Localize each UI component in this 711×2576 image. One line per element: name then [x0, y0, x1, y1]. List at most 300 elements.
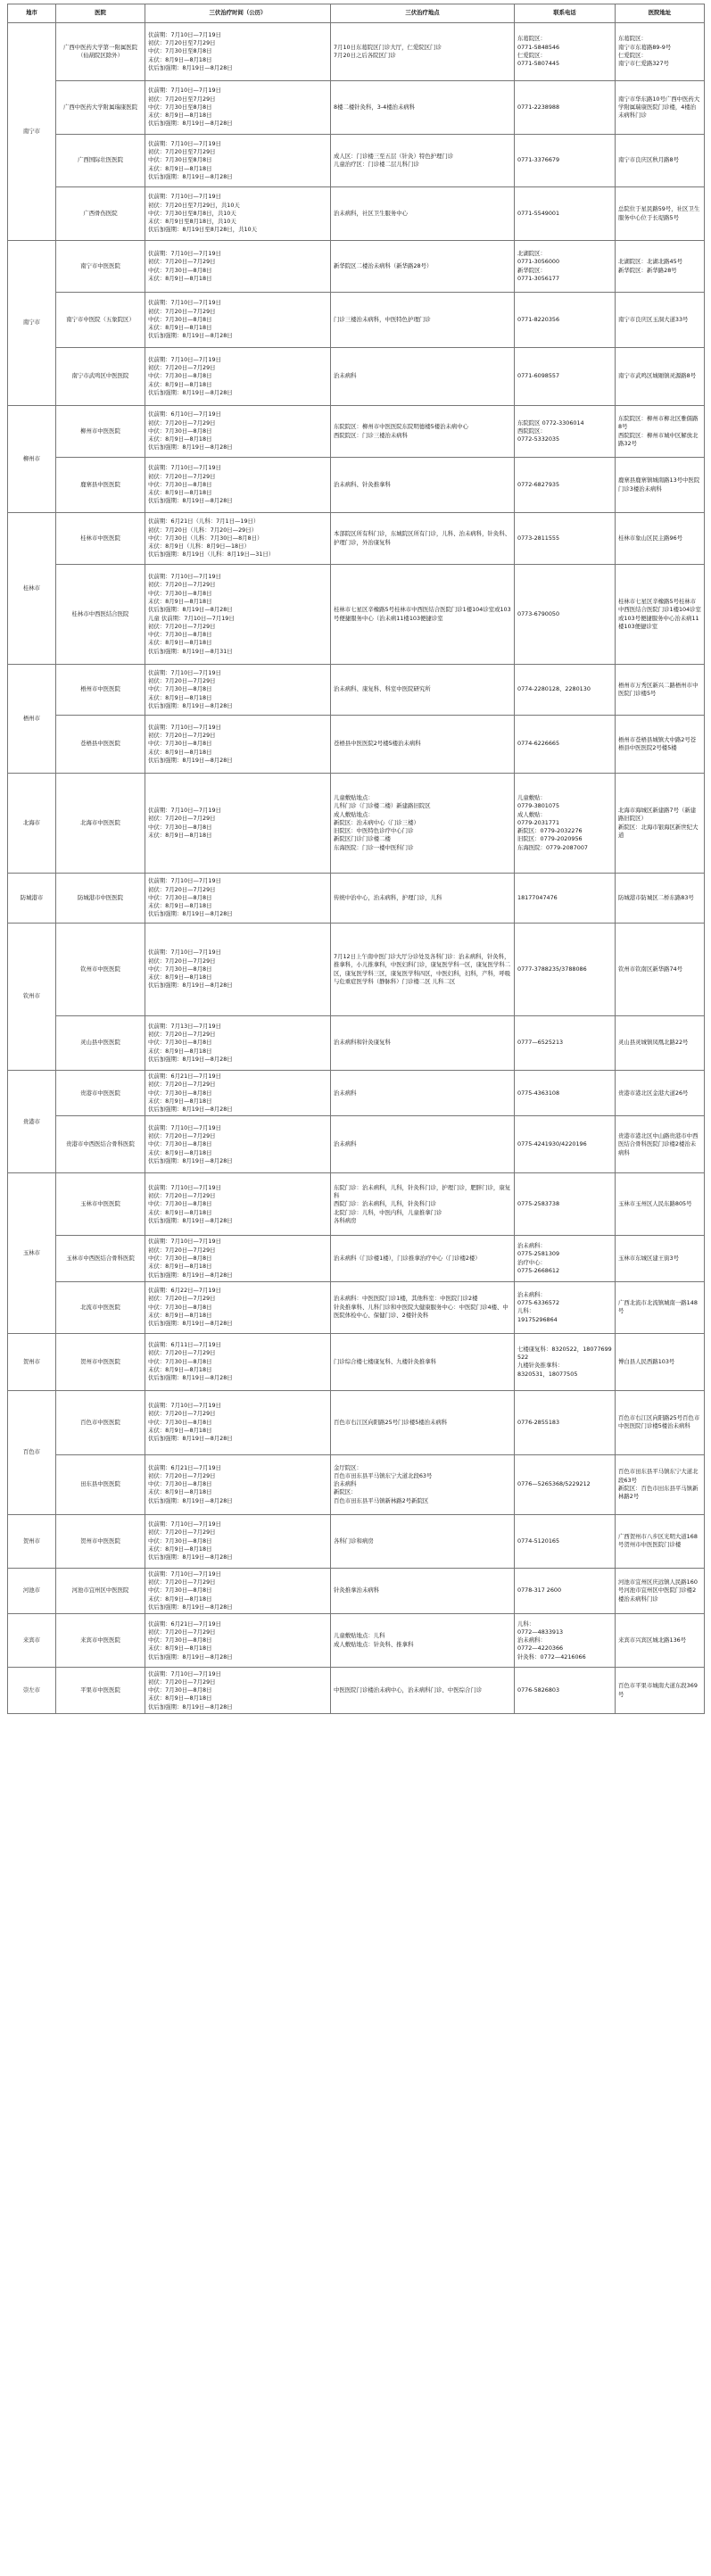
address-cell-line: 防城港市防城区二桥东路83号: [618, 893, 694, 901]
place-cell: [331, 1614, 515, 1668]
place-cell-line: 苍梧县中医医院2号楼5楼治未病科: [334, 740, 421, 748]
hospital-cell: 平果市中医医院: [56, 1668, 145, 1714]
phone-cell-line: 北湖院区：: [517, 249, 546, 257]
phone-cell-line: 0771-3056000: [517, 258, 560, 266]
city-cell: 南宁市: [8, 23, 56, 241]
phone-cell-line: 仁爱院区：: [517, 52, 546, 59]
hospital-cell: 百色市中医医院: [56, 1390, 145, 1454]
phone-cell: [515, 1568, 616, 1613]
times-cell-line: 初伏：7月20日—7月29日: [148, 1628, 216, 1636]
times-cell-line: 伏后加强期：8月19日—8月28日: [148, 1374, 233, 1382]
place-cell-line: 西院门诊：治未病科，儿科，针灸科门诊: [334, 1200, 437, 1208]
times-cell-line: 中伏：7月30日—8月8日: [148, 266, 212, 274]
phone-cell-line: 西院院区：: [517, 427, 546, 435]
times-cell: [145, 406, 331, 458]
phone-cell-line: 儿童敷贴：: [517, 794, 546, 802]
times-cell-line: 末伏：8月9日—8月18日: [148, 1148, 212, 1156]
times-cell: [145, 81, 331, 135]
header-times: 三伏治疗时间（公历）: [145, 4, 331, 23]
city-cell: 贺州市: [8, 1514, 56, 1568]
table-row: [8, 513, 705, 565]
place-cell-line: 百色市右江区向阳路25号门诊楼5楼治未病科: [334, 1418, 448, 1426]
address-cell-line: 桂林市象山区民主路96号: [618, 534, 683, 542]
address-cell-line: 百色市田东县平马镇东宁大道北段63号: [618, 1468, 699, 1484]
hospital-cell: 玉林市中医医院: [56, 1173, 145, 1236]
address-cell: [616, 1333, 705, 1390]
times-cell-line: 伏前期：6月11日—7月19日: [148, 1341, 221, 1349]
place-cell: [331, 187, 515, 241]
place-cell-line: 儿童敷贴地点：: [334, 794, 374, 802]
place-cell-line: 7月20日之后各院区门诊: [334, 52, 396, 59]
times-cell: [145, 1390, 331, 1454]
times-cell-line: 中伏：7月30日至8月8日: [148, 47, 212, 55]
address-cell-line: 河池市宜州区庆远镇人民路160号河池市宜州区中医院门诊楼2楼治未病科门诊: [618, 1578, 698, 1603]
times-cell-line: 初伏：7月20日至7月29日，共10天: [148, 201, 240, 209]
times-cell-line: 末伏：8月9日—8月18日: [148, 902, 212, 910]
phone-cell-line: 0775-4363108: [517, 1089, 560, 1097]
times-cell-line: 伏前期：7月10日—7月19日: [148, 299, 221, 307]
times-cell-line: 中伏：7月30日—8月8日: [148, 893, 212, 901]
times-cell-line: 中伏：7月30日—8月8日: [148, 589, 212, 597]
times-cell-line: 中伏：7月30日—8月8日: [148, 1200, 212, 1208]
times-cell-line: 初伏：7月20日—7月29日: [148, 1528, 216, 1536]
times-cell-line: 末伏：8月9日至8月18日，共10天: [148, 218, 236, 226]
times-cell-line: 中伏：7月30日—8月8日: [148, 1089, 212, 1097]
table-row: [8, 1016, 705, 1071]
times-cell-line: 中伏：7月30日至8月8日: [148, 156, 212, 164]
place-cell: [331, 565, 515, 665]
place-cell-line: 针灸推拿科、儿科门诊和中医院大健康服务中心：中医院门诊4楼、中医院体检中心、保健门诊、2楼针灸科: [334, 1303, 508, 1319]
phone-cell-line: 治未病科：: [517, 1242, 546, 1250]
hospital-cell: 桂林市中医医院: [56, 513, 145, 565]
phone-cell: [515, 716, 616, 774]
table-row: [8, 1236, 705, 1281]
phone-cell-line: 0776-2855183: [517, 1418, 560, 1426]
times-cell-line: 伏后加强期：8月19日—8月28日: [148, 701, 233, 709]
times-cell-line: 初伏：7月20日—7月29日: [148, 1191, 216, 1199]
times-cell: [145, 774, 331, 874]
place-cell-line: 儿童治疗区：门诊楼二层儿科门诊: [334, 161, 419, 168]
phone-cell-line: 九楼针灸推拿科：: [517, 1362, 564, 1370]
place-cell-line: 东院院区：柳州市中医医院东院明德楼5楼治未病中心: [334, 423, 469, 431]
city-cell: 贺州市: [8, 1333, 56, 1390]
hospital-cell: 广西国际壮医医院: [56, 135, 145, 187]
place-cell-line: 各科门诊和病房: [334, 1536, 374, 1545]
times-cell-line: 伏后加强期：8月19日—8月31日: [148, 647, 233, 655]
phone-cell: [515, 1614, 616, 1668]
phone-cell: [515, 1454, 616, 1514]
times-cell: [145, 1333, 331, 1390]
times-cell-line: 初伏：7月20日—7月29日: [148, 957, 216, 965]
phone-cell-line: 0773-6790050: [517, 609, 560, 617]
times-cell-line: 末伏：8月9日—8月18日: [148, 1694, 212, 1702]
times-cell-line: 末伏：8月9日—8月18日: [148, 831, 212, 839]
times-cell-line: 中伏：7月30日—8月8日: [148, 1636, 212, 1644]
times-cell-line: 伏后加强期：8月19日—8月28日: [148, 497, 233, 505]
hospital-cell: 南宁市中医院（五象院区）: [56, 293, 145, 348]
city-cell: 崇左市: [8, 1668, 56, 1714]
times-cell-line: 中伏：7月30日—8月8日: [148, 1254, 212, 1262]
times-cell-line: 伏前期：7月10日—7月19日: [148, 723, 221, 731]
times-cell-line: 中伏：7月30日—8月8日: [148, 740, 212, 748]
place-cell-line: 旧院区：中医特色诊疗中心门诊: [334, 827, 414, 835]
table-row: [8, 716, 705, 774]
phone-cell-line: 0777-3788235/3788086: [517, 965, 587, 973]
hospital-cell: 玉林市中西医结合骨科医院: [56, 1236, 145, 1281]
times-cell-line: 末伏：8月9日—8月18日: [148, 55, 212, 63]
address-cell-line: 鹿寨县鹿寨镇城南路13号中医院门诊3楼治未病科: [618, 476, 700, 493]
times-cell-line: 伏后加强期：8月19日—8月28日: [148, 1496, 233, 1504]
times-cell: [145, 1016, 331, 1071]
times-cell-line: 末伏：8月9日—8月18日: [148, 1365, 212, 1373]
place-cell: [331, 23, 515, 81]
address-cell-line: 新院区：百色市田东县平马镇新林路2号: [618, 1484, 699, 1501]
place-cell: [331, 1668, 515, 1714]
phone-cell-line: 0779-2031771: [517, 818, 560, 826]
times-cell-line: 伏前期：7月10日—7月19日: [148, 87, 221, 95]
place-cell-line: 门诊综合楼七楼康复科、九楼针灸推拿科: [334, 1357, 437, 1365]
place-cell-line: 治未病科和针灸康复科: [334, 1039, 391, 1047]
times-cell-line: 伏前期：7月10日—7月19日: [148, 1183, 221, 1191]
phone-cell-line: 成人敷贴：: [517, 810, 546, 818]
times-cell-line: 初伏：7月20日—7月29日: [148, 885, 216, 893]
times-cell-line: 伏前期：7月10日—7月19日: [148, 193, 221, 201]
address-cell: [616, 406, 705, 458]
times-cell-line: 中伏：7月30日至8月8日，共10天: [148, 209, 236, 217]
address-cell: [616, 1236, 705, 1281]
times-cell-line: 伏前期：7月10日—7月19日: [148, 464, 221, 472]
times-cell-line: 初伏：7月20日—7月29日: [148, 1246, 216, 1254]
hospital-cell: 钦州市中医医院: [56, 924, 145, 1016]
phone-cell: [515, 1668, 616, 1714]
place-cell-line: 治未病科: [334, 1089, 357, 1097]
times-cell-line: 中伏：7月30日—8月8日: [148, 1303, 212, 1311]
city-cell: 桂林市: [8, 513, 56, 665]
address-cell: [616, 187, 705, 241]
address-cell-line: 梧州市万秀区新兴二路梧州市中医院门诊楼5号: [618, 681, 699, 697]
times-cell-line: 末伏：8月9日—8月18日: [148, 1644, 212, 1652]
times-cell-line: 伏后加强期：8月19日—8月28日: [148, 1106, 233, 1114]
times-cell-line: 末伏：8月9日—8月18日: [148, 748, 212, 756]
address-cell: [616, 874, 705, 924]
phone-cell-line: 0775-4241930/4220196: [517, 1140, 587, 1148]
place-cell-line: 东院门诊：治未病科，儿科，针灸科门诊，护理门诊，肥胖门诊，康复科: [334, 1183, 511, 1199]
address-cell-line: 百色市平果市城南大道东段369号: [618, 1682, 698, 1698]
phone-cell: [515, 874, 616, 924]
phone-cell-line: 0775-6336572: [517, 1299, 560, 1307]
times-cell-line: 伏前期：7月10日—7月19日: [148, 806, 221, 814]
place-cell: [331, 774, 515, 874]
times-cell-line: 伏后加强期：8月19日—8月28日: [148, 1435, 233, 1443]
times-cell-line: 伏前期：7月10日—7月19日: [148, 249, 221, 257]
times-cell-line: 末伏：8月9日—8月18日: [148, 1047, 212, 1055]
table-row: [8, 293, 705, 348]
times-cell: [145, 924, 331, 1016]
times-cell-line: 伏前期：7月10日—7月19日: [148, 1123, 221, 1131]
place-cell: [331, 1454, 515, 1514]
address-cell-line: 广西北流市北流镇城南一路148号: [618, 1299, 698, 1315]
place-cell-line: 7月12日上午南中医门诊大厅分诊处及各科门诊：治未病科，针灸科，推拿科，小儿推拿科，中医妇科门诊，康复医学科一区，康复医学科二区，康复医学科三区，康复医学科四区，中医妇科，妇科，产科，呼吸与危重症医学科（静脉科）门诊楼二区 儿科二区: [334, 952, 511, 985]
table-row: [8, 1514, 705, 1568]
place-cell-line: 北院门诊：儿科，中医内科，儿童推拿门诊: [334, 1208, 442, 1216]
address-cell-line: 西院院区：柳州市城中区解放北路32号: [618, 431, 699, 447]
times-cell: [145, 1568, 331, 1613]
times-cell-line: 伏前期：7月10日—7月19日: [148, 355, 221, 363]
times-cell-line: 初伏：7月20日—7月29日: [148, 677, 216, 685]
city-cell: 梧州市: [8, 665, 56, 774]
phone-cell: [515, 135, 616, 187]
phone-cell: [515, 1116, 616, 1173]
place-cell-line: 成人敷贴地点：针灸科、推拿科: [334, 1640, 414, 1648]
place-cell: [331, 1173, 515, 1236]
times-cell-line: 伏后加强期：8月19日—8月28日: [148, 1156, 233, 1164]
phone-cell-line: 0772-6827935: [517, 480, 560, 488]
place-cell-line: 新华院区二楼治未病科（新华路28号）: [334, 261, 433, 269]
times-cell-line: 末伏：8月9日—8月18日: [148, 1208, 212, 1216]
hospital-cell: 灵山县中医医院: [56, 1016, 145, 1071]
phone-cell-line: 0776—5265368/5229212: [517, 1480, 591, 1488]
table-row: [8, 187, 705, 241]
times-cell-line: 末伏：8月9日—8月18日: [148, 693, 212, 701]
times-cell-line: 初伏：7月20日—7月29日: [148, 1410, 216, 1418]
times-cell-line: 伏前期：7月10日—7月19日: [148, 1570, 221, 1578]
times-cell-line: 中伏：7月30日—8月8日: [148, 1140, 212, 1148]
table-row: [8, 1281, 705, 1333]
times-cell-line: 末伏：8月9日—8月18日: [148, 324, 212, 332]
times-cell: [145, 187, 331, 241]
place-cell-line: 治未病科、康复科、科室中医院研究所: [334, 685, 431, 693]
address-cell-line: 新华院区：新华路28号: [618, 266, 677, 274]
place-cell-line: 西院院区：门诊三楼治未病科: [334, 431, 409, 439]
times-cell-line: 伏后加强期：8月19日至8月28日，共10天: [148, 226, 257, 234]
place-cell-line: 成人区：门诊楼三至五层（针灸）特色护理门诊: [334, 152, 454, 160]
times-cell: [145, 1668, 331, 1714]
times-cell-line: 初伏：7月20日—7月29日: [148, 1677, 216, 1686]
phone-cell-line: 0774-5120165: [517, 1536, 560, 1545]
address-cell-line: 东葛院区：: [618, 35, 647, 43]
place-cell: [331, 513, 515, 565]
place-cell: [331, 1568, 515, 1613]
place-cell-line: 中医医院门诊楼治未病中心，治未病科门诊、中医综合门诊: [334, 1686, 483, 1694]
phone-cell: [515, 23, 616, 81]
times-cell-line: 初伏：7月20日—7月29日: [148, 472, 216, 480]
place-cell-line: 百色市田东县平马镇新林路2号新院区: [334, 1496, 429, 1504]
times-cell-line: 伏后加强期：8月19日—8月28日: [148, 332, 233, 340]
city-cell: 百色市: [8, 1390, 56, 1514]
table-row: [8, 1071, 705, 1116]
times-cell-line: 末伏：8月9日—8月18日: [148, 435, 212, 443]
times-cell-line: 儿童 伏前期：7月10日—7月19日: [148, 614, 235, 622]
place-cell: [331, 348, 515, 406]
times-cell-line: 中伏：7月30日（儿科：7月30日—8月8日）: [148, 534, 263, 542]
phone-cell: [515, 458, 616, 513]
phone-cell-line: 0771-2238988: [517, 103, 560, 111]
times-cell-line: 末伏：8月9日—8月18日: [148, 1263, 212, 1271]
address-cell-line: 南宁市仁爱路327号: [618, 60, 669, 68]
times-cell-line: 中伏：7月30日—8月8日: [148, 315, 212, 323]
table-row: [8, 1668, 705, 1714]
city-cell: 河池市: [8, 1568, 56, 1613]
place-cell-line: 治未病科: [334, 1140, 357, 1148]
times-cell-line: 伏前期：6月10日—7月19日: [148, 410, 221, 418]
phone-cell-line: 针灸科：0772—4216066: [517, 1652, 586, 1661]
address-cell: [616, 1614, 705, 1668]
table-row: [8, 1333, 705, 1390]
place-cell: [331, 1390, 515, 1454]
phone-cell: [515, 924, 616, 1016]
times-cell-line: 中伏：7月30日—8月8日: [148, 372, 212, 380]
times-cell: [145, 1236, 331, 1281]
times-cell-line: 伏后加强期：8月19日—8月28日: [148, 120, 233, 128]
times-cell-line: 伏前期：7月10日—7月19日: [148, 1402, 221, 1410]
times-cell: [145, 1281, 331, 1333]
times-cell-line: 伏后加强期：8月19日—8月28日: [148, 1702, 233, 1710]
hospital-cell: 柳州市中医医院: [56, 406, 145, 458]
times-cell: [145, 1454, 331, 1514]
times-cell-line: 伏前期：7月10日—7月19日: [148, 139, 221, 147]
address-cell-line: 灵山县灵城镇凤凰北路22号: [618, 1039, 689, 1047]
place-cell-line: 儿童敷贴地点：儿科: [334, 1632, 385, 1640]
address-cell-line: 百色市右江区向阳路25号百色市中医医院门诊楼5楼治未病科: [618, 1414, 700, 1430]
phone-cell-line: 东葛院区：: [517, 35, 546, 43]
phone-cell: [515, 1016, 616, 1071]
hospital-cell: 田东县中医医院: [56, 1454, 145, 1514]
phone-cell: [515, 241, 616, 293]
hospital-cell: 北海市中医医院: [56, 774, 145, 874]
place-cell-line: 新院区：: [334, 1488, 357, 1496]
times-cell: [145, 135, 331, 187]
phone-cell-line: 东海医院：0779-2087007: [517, 843, 588, 851]
address-cell-line: 南宁市东葛路89-9号: [618, 43, 672, 51]
phone-cell: [515, 1173, 616, 1236]
times-cell-line: 伏前期：7月10日—7月19日: [148, 877, 221, 885]
times-cell-line: 末伏：8月9日—8月18日: [148, 112, 212, 120]
address-cell: [616, 293, 705, 348]
address-cell-line: 桂林市七星区辛橡路5号桂林市中西医结合医院门诊1楼104诊室或103号便捷服务中心治未病11楼103便捷诊室: [618, 597, 701, 630]
address-cell-line: 广西贺州市八步区光明大道168号贺州市中医医院门诊楼: [618, 1533, 698, 1549]
times-cell-line: 伏后加强期：8月19日—8月28日: [148, 910, 233, 918]
address-cell: [616, 1016, 705, 1071]
phone-cell: [515, 1333, 616, 1390]
address-cell: [616, 241, 705, 293]
times-cell-line: 初伏：7月20日—7月29日: [148, 1349, 216, 1357]
hospital-cell: 梧州市中医医院: [56, 665, 145, 716]
hospital-cell: 河池市宜州区中医医院: [56, 1568, 145, 1613]
phone-cell-line: 0771-5549001: [517, 209, 560, 217]
times-cell-line: 伏后加强期：8月19日—8月28日: [148, 1271, 233, 1279]
place-cell: [331, 1116, 515, 1173]
times-cell: [145, 513, 331, 565]
times-cell-line: 初伏：7月20日—7月29日: [148, 307, 216, 315]
table-row: [8, 874, 705, 924]
times-cell-line: 初伏：7月20日—7月29日: [148, 1471, 216, 1479]
times-cell-line: 初伏：7月20日至7月29日: [148, 148, 216, 156]
hospital-cell: 苍梧县中医医院: [56, 716, 145, 774]
phone-cell-line: 18177047476: [517, 893, 558, 901]
times-cell-line: 伏后加强期：8月19日—8月28日: [148, 443, 233, 451]
phone-cell: [515, 513, 616, 565]
header-row: [8, 4, 705, 23]
times-cell-line: 末伏：8月9日—8月18日: [148, 597, 212, 605]
times-cell-line: 伏前期：6月21日—7月19日: [148, 1619, 221, 1628]
city-cell: 玉林市: [8, 1173, 56, 1333]
phone-cell-line: 七楼康复科：8320522，18077699522: [517, 1345, 612, 1362]
place-cell-line: 7月10日东葛院区门诊大厅，仁爱院区门诊: [334, 43, 442, 51]
phone-cell: [515, 187, 616, 241]
hospital-cell: 南宁市中医医院: [56, 241, 145, 293]
hospital-cell: 贺州市中医医院: [56, 1514, 145, 1568]
place-cell-line: 8楼二楼针灸科，3-4楼治未病科: [334, 103, 416, 111]
phone-cell-line: 儿科：: [517, 1619, 535, 1628]
table-row: [8, 565, 705, 665]
address-cell-line: 贵港市港北区金港大道26号: [618, 1089, 689, 1097]
times-cell-line: 伏前期：7月10日—7月19日: [148, 30, 221, 38]
address-cell-line: 贵港市港北区中山路贵港市中西医结合骨科医院门诊楼2楼治未病科: [618, 1131, 699, 1156]
times-cell-line: 末伏：8月9日—8月18日: [148, 380, 212, 388]
place-cell: [331, 1333, 515, 1390]
address-cell: [616, 924, 705, 1016]
place-cell-line: 治未病科：中医医院门诊1楼，其他科室：中医院门诊2楼: [334, 1295, 478, 1303]
hospital-cell: 广西中医药大学附属瑞康医院: [56, 81, 145, 135]
address-cell-line: 南宁市武鸣区城厢镇灵源路8号: [618, 372, 697, 380]
place-cell-line: 本部院区所有科门诊，东城院区所有门诊，儿科、治未病科，针灸科、护理门诊，外治康复科: [334, 530, 511, 546]
times-cell-line: 伏后加强期：8月19日—8月28日: [148, 756, 233, 764]
times-cell-line: 初伏：7月20日—7月29日: [148, 1295, 216, 1303]
phone-cell-line: 0772-5332035: [517, 435, 560, 443]
address-cell: [616, 1390, 705, 1454]
times-cell: [145, 874, 331, 924]
address-cell-line: 南宁市良庆区秋月路8号: [618, 156, 679, 164]
times-cell-line: 伏后加强期：8月19日—8月28日: [148, 606, 233, 614]
address-cell: [616, 1071, 705, 1116]
phone-cell-line: 0777—6525213: [517, 1039, 564, 1047]
address-cell-line: 仁爱院区：: [618, 52, 647, 59]
phone-cell-line: 19175296864: [517, 1315, 558, 1323]
address-cell-line: 博白县人民西路103号: [618, 1357, 675, 1365]
phone-cell-line: 0771-6098557: [517, 372, 560, 380]
times-cell-line: 伏前期：7月10日—7月19日: [148, 1238, 221, 1246]
times-cell-line: 末伏：8月9日（儿科：8月9日—18日）: [148, 543, 250, 551]
phone-cell: [515, 1236, 616, 1281]
phone-cell: [515, 1281, 616, 1333]
place-cell: [331, 716, 515, 774]
place-cell-line: 门诊三楼治未病科，中医特色护理门诊: [334, 315, 431, 323]
phone-cell-line: 新院区：0779-2032276: [517, 827, 583, 835]
city-cell: 北海市: [8, 774, 56, 874]
hospital-cell: 南宁市武鸣区中医医院: [56, 348, 145, 406]
table-row: [8, 23, 705, 81]
times-cell-line: 中伏：7月30日—8月8日: [148, 685, 212, 693]
table-row: [8, 135, 705, 187]
place-cell-line: 各科病房: [334, 1216, 357, 1224]
times-cell-line: 伏后加强期：8月19日—8月28日: [148, 172, 233, 180]
phone-cell-line: 0774-6226665: [517, 740, 560, 748]
times-cell-line: 初伏：7月20日—7月29日: [148, 622, 216, 630]
phone-cell-line: 治未病科：: [517, 1636, 546, 1644]
times-cell-line: 伏后加强期：8月19日（儿科：8月19日—31日）: [148, 551, 275, 559]
place-cell-line: 新院区：治未病中心（门诊三楼）: [334, 818, 419, 826]
times-cell-line: 伏后加强期：8月19日—8月28日: [148, 1320, 233, 1328]
header-city: 地市: [8, 4, 56, 23]
times-cell-line: 初伏：7月20日—7月29日: [148, 815, 216, 823]
place-cell-line: 儿科门诊（门诊楼二楼）新建路旧院区: [334, 802, 431, 810]
address-cell: [616, 1668, 705, 1714]
phone-cell: [515, 565, 616, 665]
address-cell: [616, 774, 705, 874]
header-phone: 联系电话: [515, 4, 616, 23]
address-cell: [616, 348, 705, 406]
hospital-cell: 贵港市中西医结合骨科医院: [56, 1116, 145, 1173]
